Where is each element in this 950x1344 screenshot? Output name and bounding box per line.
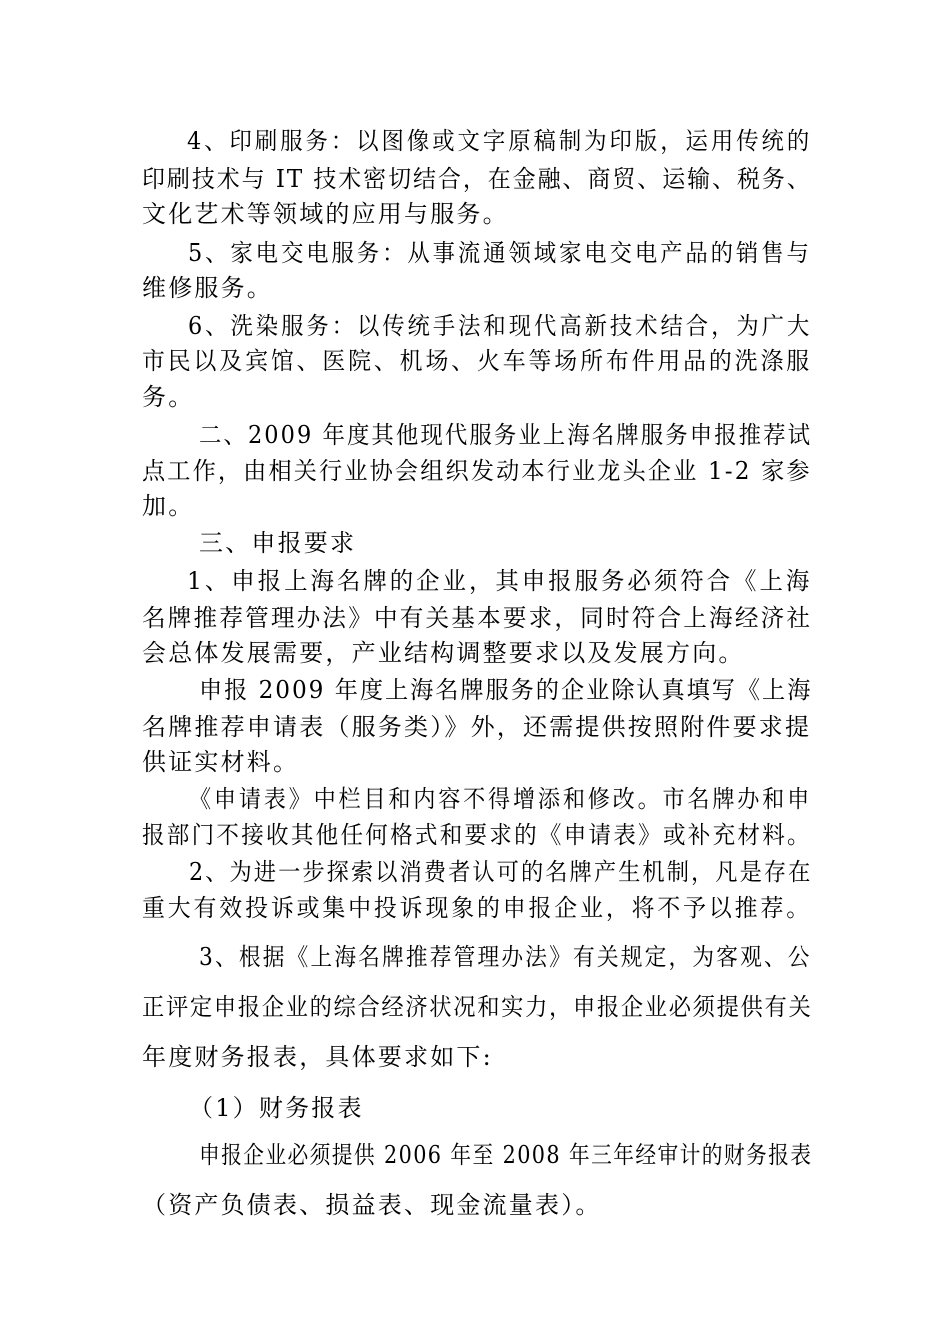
- text-line: 会总体发展需要，产业结构调整要求以及发展方向。: [142, 639, 745, 667]
- text-line: 《申请表》中栏目和内容不得增添和修改。市名牌办和申: [189, 785, 813, 813]
- text-line: 务。: [142, 383, 195, 411]
- text-line: 6、洗染服务：以传统手法和现代高新技术结合，为广大: [188, 312, 813, 340]
- text-line: 申报企业必须提供 2006 年至 2008 年三年经审计的财务报表: [199, 1141, 813, 1169]
- text-line: 申报 2009 年度上海名牌服务的企业除认真填写《上海: [199, 676, 813, 704]
- text-line: 正评定申报企业的综合经济状况和实力，申报企业必须提供有关: [142, 993, 813, 1021]
- text-line: 市民以及宾馆、医院、机场、火车等场所布件用品的洗涤服: [142, 347, 812, 375]
- text-line: 名牌推荐申请表（服务类）》外，还需提供按照附件要求提: [142, 713, 812, 741]
- text-line: 2、为进一步探索以消费者认可的名牌产生机制，凡是存在: [189, 858, 813, 886]
- text-line: 三、申报要求: [199, 529, 357, 557]
- text-line: 点工作，由相关行业协会组织发动本行业龙头企业 1-2 家参: [142, 457, 812, 485]
- text-line: （资产负债表、损益表、现金流量表）。: [142, 1191, 602, 1219]
- text-line: 印刷技术与 IT 技术密切结合，在金融、商贸、运输、税务、: [142, 165, 812, 193]
- text-line: 文化艺术等领域的应用与服务。: [142, 200, 509, 228]
- text-line: 报部门不接收其他任何格式和要求的《申请表》或补充材料。: [142, 821, 812, 849]
- text-line: 4、印刷服务：以图像或文字原稿制为印版，运用传统的: [187, 127, 813, 155]
- text-line: 供证实材料。: [142, 748, 300, 776]
- text-line: 1、申报上海名牌的企业，其申报服务必须符合《上海: [187, 567, 813, 595]
- text-line: 二、2009 年度其他现代服务业上海名牌服务申报推荐试: [199, 421, 813, 449]
- text-line: 维修服务。: [142, 274, 273, 302]
- text-line: 加。: [142, 492, 195, 520]
- text-line: 年度财务报表，具体要求如下:: [142, 1043, 493, 1071]
- text-line: 3、根据《上海名牌推荐管理办法》有关规定，为客观、公: [199, 943, 812, 971]
- text-line: 重大有效投诉或集中投诉现象的申报企业，将不予以推荐。: [142, 894, 812, 922]
- text-line: （1）财务报表: [189, 1094, 364, 1122]
- text-line: 5、家电交电服务：从事流通领域家电交电产品的销售与: [188, 239, 812, 267]
- text-line: 名牌推荐管理办法》中有关基本要求，同时符合上海经济社: [142, 604, 813, 632]
